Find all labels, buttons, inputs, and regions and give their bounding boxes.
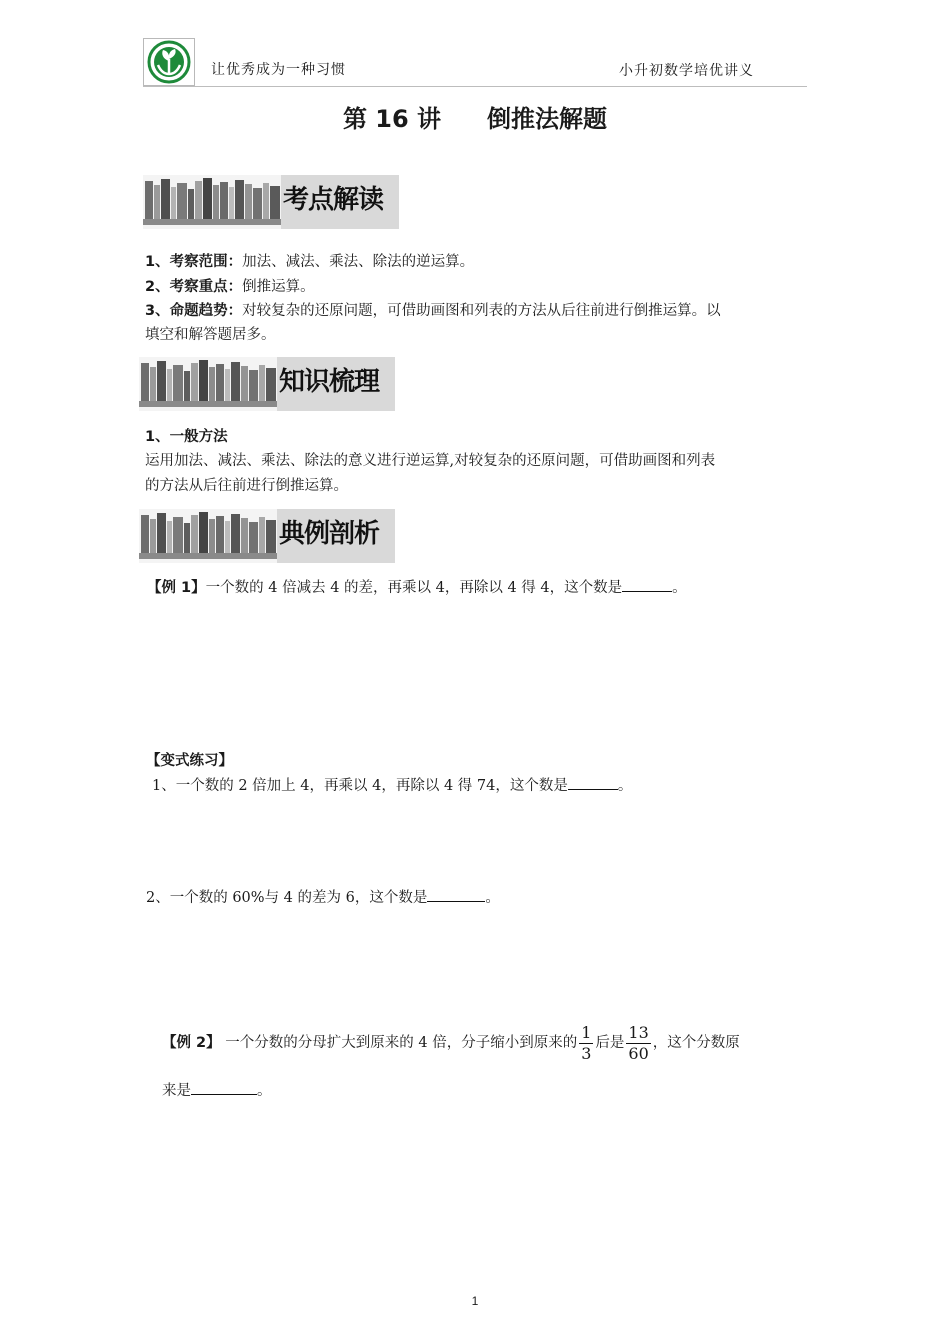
- answer-blank: [191, 1080, 257, 1095]
- answer-blank: [427, 887, 485, 902]
- banner-zhishi: [139, 357, 395, 411]
- method-heading: 1、一般方法: [145, 429, 228, 445]
- answer-blank: [622, 577, 672, 592]
- banner-label: 典例剖析: [279, 519, 380, 549]
- example-2: 【例 2】 一个分数的分母扩大到原来的 4 倍，分子缩小到原来的 $\frac{1}{3}$ 后是 $\frac{13}{60}$ ，这个分数原: [162, 1022, 740, 1063]
- example-2-line-2: 来是 。: [162, 1080, 272, 1102]
- books-icon: [139, 509, 279, 563]
- page-title: [0, 99, 950, 134]
- banner-kaodian: [143, 175, 399, 229]
- logo: [143, 38, 195, 86]
- header-divider: [143, 86, 807, 87]
- practice-question-1: 1、一个数的 2 倍加上 4，再乘以 4，再除以 4 得 74，这个数是 。: [152, 775, 632, 797]
- example-1: 【例 1】一个数的 4 倍减去 4 的差，再乘以 4，再除以 4 得 4，这个数是 。: [147, 577, 687, 599]
- example-1-tag: 【例 1】: [147, 580, 206, 596]
- header-course-name: 小升初数学培优讲义: [619, 63, 754, 79]
- kaodian-item-3-cont: 填空和解答题居多。: [145, 327, 276, 343]
- kaodian-item-2: 2、考察重点：倒推运算。: [145, 279, 315, 295]
- header-slogan: 让优秀成为一种习惯: [211, 62, 346, 78]
- lecture-topic: 倒推法解题: [487, 105, 608, 133]
- page-number: 1: [471, 1294, 479, 1308]
- practice-question-2: 2、一个数的 60%与 4 的差为 6，这个数是 。: [146, 887, 500, 909]
- answer-blank: [568, 775, 618, 790]
- banner-label: 知识梳理: [279, 367, 380, 397]
- kaodian-item-3: 3、命题趋势：对较复杂的还原问题，可借助画图和列表的方法从后往前进行倒推运算。以: [145, 303, 721, 319]
- lecture-number: 第 16 讲: [342, 105, 442, 133]
- kaodian-item-1: 1、考察范围：加法、减法、乘法、除法的逆运算。: [145, 254, 475, 270]
- books-icon: [139, 357, 279, 411]
- fraction-thirteen-sixtieths: $\frac{13}{60}$: [628, 1022, 649, 1063]
- method-line-2: 的方法从后往前进行倒推运算。: [145, 478, 348, 494]
- fraction-one-third: $\frac{1}{3}$: [581, 1022, 592, 1063]
- method-line-1: 运用加法、减法、乘法、除法的意义进行逆运算,对较复杂的还原问题，可借助画图和列表: [145, 453, 716, 469]
- banner-dianli: [139, 509, 395, 563]
- books-icon: [143, 175, 283, 229]
- banner-label: 考点解读: [283, 185, 384, 215]
- example-2-tag: 【例 2】: [162, 1035, 221, 1051]
- logo-icon: [144, 39, 194, 85]
- practice-heading: 【变式练习】: [146, 753, 233, 769]
